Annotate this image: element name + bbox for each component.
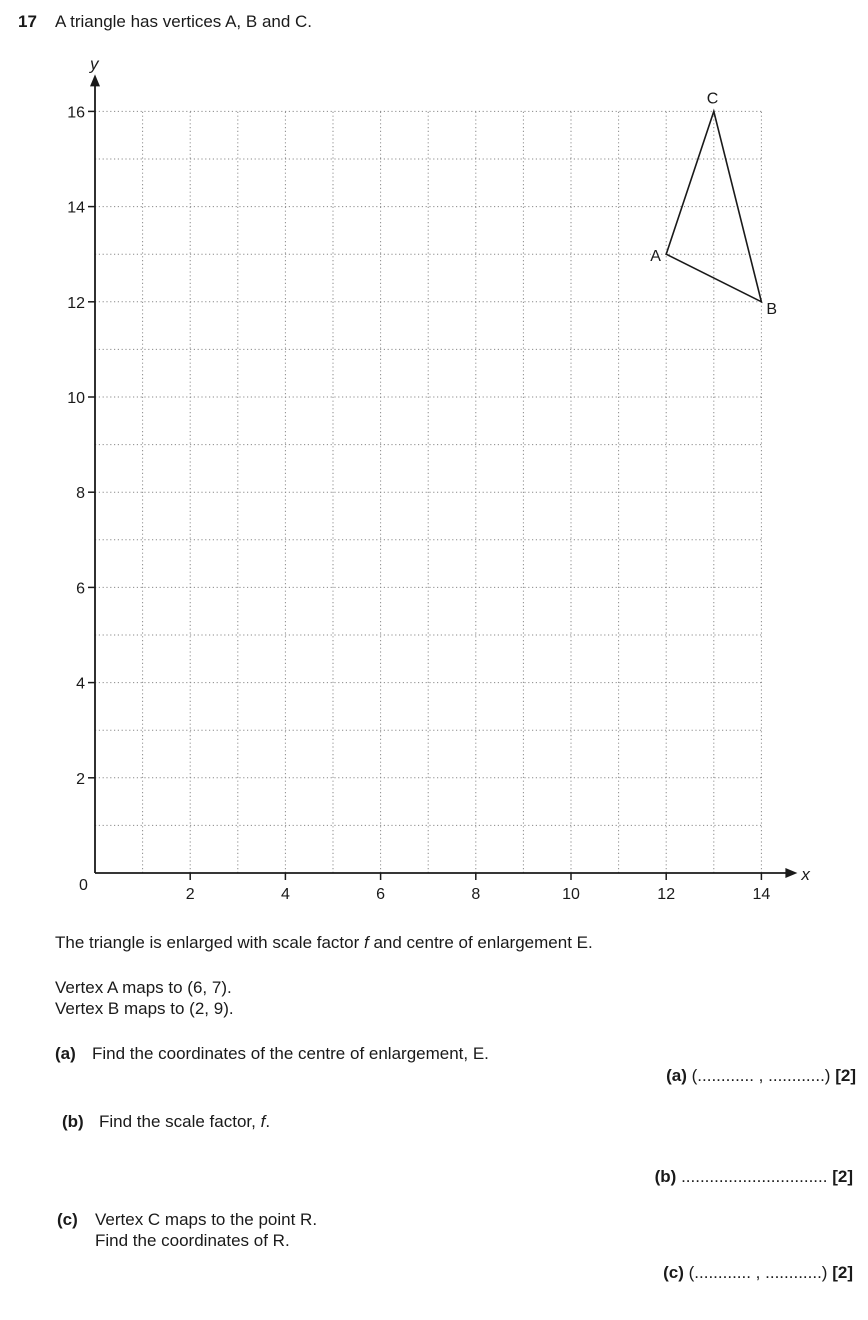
origin-label: 0 <box>79 877 88 894</box>
grid-lines <box>95 111 761 873</box>
answer-a-field[interactable]: (............ , ............) <box>691 1066 831 1085</box>
y-axis-label: y <box>90 54 99 74</box>
y-tick-label: 8 <box>76 485 85 503</box>
x-tick-label: 2 <box>185 886 195 903</box>
y-axis-arrow-icon <box>90 74 100 86</box>
part-c-answer: (c) (............ , ............) [2] <box>663 1263 853 1282</box>
part-b-answer: (b) ............................... [2] <box>654 1167 853 1186</box>
axes <box>79 54 810 894</box>
x-tick-label: 8 <box>471 886 481 903</box>
x-tick-label: 6 <box>376 886 386 903</box>
part-a-label: (a) <box>55 1044 76 1063</box>
scale-factor-var: f <box>364 933 369 952</box>
enlargement-statement: The triangle is enlarged with scale factor f and centre of enlargement E. <box>55 933 593 952</box>
x-axis-arrow-icon <box>785 868 797 878</box>
y-tick-label: 12 <box>67 294 85 312</box>
part-b-text: Find the scale factor, f. <box>99 1112 271 1131</box>
y-tick-label: 14 <box>67 199 85 217</box>
x-axis-label: x <box>801 865 810 884</box>
vertex-label-c: C <box>706 90 719 108</box>
part-a-text: Find the coordinates of the centre of enlargement, E. <box>92 1044 489 1063</box>
y-tick-label: 10 <box>67 390 85 407</box>
vertex-label-a: A <box>650 248 661 266</box>
y-tick-label: 6 <box>76 580 85 598</box>
answer-c-field[interactable]: (............ , ............) <box>688 1263 828 1282</box>
question-number: 17 <box>18 12 37 31</box>
answer-b-field[interactable]: ............................... <box>681 1167 828 1186</box>
x-tick-label: 10 <box>562 886 580 903</box>
x-tick-label: 12 <box>657 886 676 903</box>
x-tick-label: 4 <box>280 886 290 903</box>
map-a-text: Vertex A maps to (6, 7). <box>55 978 232 997</box>
map-b-text: Vertex B maps to (2, 9). <box>55 999 234 1018</box>
x-tick-label: 14 <box>752 886 771 903</box>
part-c-line1: Vertex C maps to the point R. <box>95 1210 318 1229</box>
part-a-answer: (a) (............ , ............) [2] <box>666 1066 856 1085</box>
part-c-line2: Find the coordinates of R. <box>95 1231 290 1250</box>
y-tick-label: 2 <box>76 770 85 788</box>
vertex-label-b: B <box>766 300 778 318</box>
part-c-label: (c) <box>57 1210 78 1229</box>
question-intro: A triangle has vertices A, B and C. <box>55 12 313 31</box>
part-b-label: (b) <box>62 1112 84 1131</box>
y-tick-label: 16 <box>67 104 85 122</box>
y-tick-label: 4 <box>76 675 85 693</box>
axis-ticks <box>67 104 770 903</box>
